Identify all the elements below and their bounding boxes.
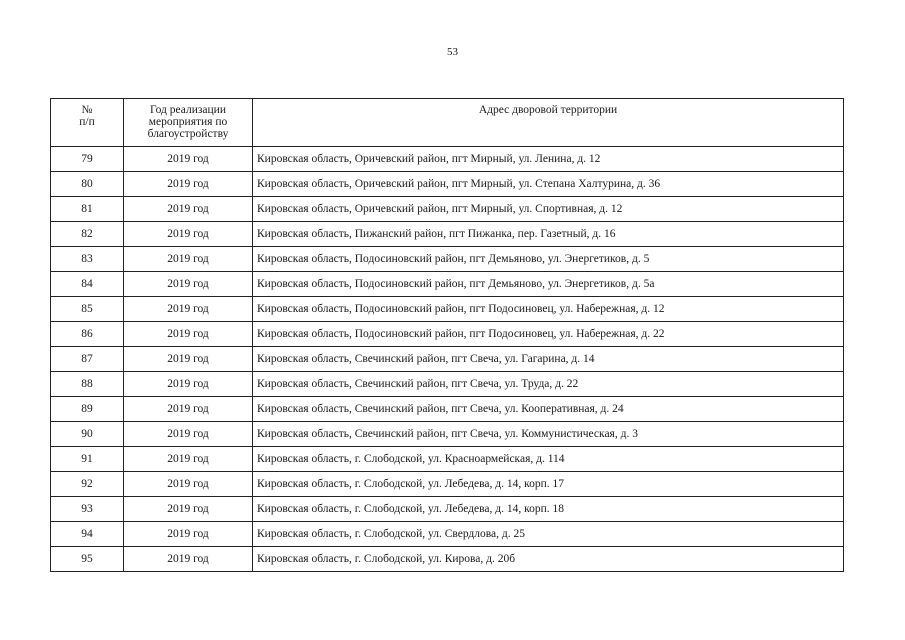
cell-num: 85 [51,297,124,322]
cell-address: Кировская область, г. Слободской, ул. Лебедева, д. 14, корп. 17 [253,472,844,497]
table-row [51,247,844,272]
header-num: № п/п [51,99,124,147]
cell-year: 2019 год [124,147,253,172]
cell-num: 84 [51,272,124,297]
table-row [51,522,844,547]
table-row [51,147,844,172]
cell-year: 2019 год [124,522,253,547]
cell-num: 86 [51,322,124,347]
cell-address: Кировская область, Подосиновский район, пгт Демьяново, ул. Энергетиков, д. 5а [253,272,844,297]
cell-num: 81 [51,197,124,222]
table-row [51,472,844,497]
cell-year: 2019 год [124,322,253,347]
cell-address: Кировская область, г. Слободской, ул. Кирова, д. 20б [253,547,844,572]
table-row [51,322,844,347]
page-number: 53 [447,46,458,58]
cell-year: 2019 год [124,272,253,297]
table-row [51,297,844,322]
cell-address: Кировская область, г. Слободской, ул. Красноармейская, д. 114 [253,447,844,472]
table-row [51,397,844,422]
cell-address: Кировская область, Свечинский район, пгт Свеча, ул. Кооперативная, д. 24 [253,397,844,422]
cell-address: Кировская область, Подосиновский район, пгт Демьяново, ул. Энергетиков, д. 5 [253,247,844,272]
header-row [51,99,844,147]
cell-num: 89 [51,397,124,422]
cell-address: Кировская область, Свечинский район, пгт Свеча, ул. Коммунистическая, д. 3 [253,422,844,447]
cell-num: 88 [51,372,124,397]
cell-address: Кировская область, Оричевский район, пгт Мирный, ул. Ленина, д. 12 [253,147,844,172]
table-row [51,347,844,372]
cell-num: 93 [51,497,124,522]
cell-address: Кировская область, Свечинский район, пгт Свеча, ул. Гагарина, д. 14 [253,347,844,372]
cell-address: Кировская область, Оричевский район, пгт Мирный, ул. Спортивная, д. 12 [253,197,844,222]
table-row [51,197,844,222]
table-row [51,422,844,447]
table-row [51,547,844,572]
cell-year: 2019 год [124,547,253,572]
cell-num: 83 [51,247,124,272]
table-body [51,147,844,572]
cell-year: 2019 год [124,472,253,497]
cell-year: 2019 год [124,372,253,397]
header-address: Адрес дворовой территории [253,99,844,147]
cell-address: Кировская область, Подосиновский район, пгт Подосиновец, ул. Набережная, д. 12 [253,297,844,322]
cell-num: 92 [51,472,124,497]
cell-num: 90 [51,422,124,447]
cell-year: 2019 год [124,422,253,447]
cell-year: 2019 год [124,197,253,222]
table-row [51,372,844,397]
cell-address: Кировская область, г. Слободской, ул. Лебедева, д. 14, корп. 18 [253,497,844,522]
cell-num: 79 [51,147,124,172]
table-row [51,272,844,297]
cell-address: Кировская область, Пижанский район, пгт Пижанка, пер. Газетный, д. 16 [253,222,844,247]
cell-num: 95 [51,547,124,572]
cell-address: Кировская область, Свечинский район, пгт Свеча, ул. Труда, д. 22 [253,372,844,397]
table-header [51,99,844,147]
cell-year: 2019 год [124,222,253,247]
cell-year: 2019 год [124,172,253,197]
cell-address: Кировская область, Оричевский район, пгт Мирный, ул. Степана Халтурина, д. 36 [253,172,844,197]
cell-num: 87 [51,347,124,372]
cell-address: Кировская область, г. Слободской, ул. Свердлова, д. 25 [253,522,844,547]
cell-year: 2019 год [124,397,253,422]
cell-num: 94 [51,522,124,547]
cell-num: 82 [51,222,124,247]
table-row [51,222,844,247]
table-row [51,172,844,197]
cell-address: Кировская область, Подосиновский район, пгт Подосиновец, ул. Набережная, д. 22 [253,322,844,347]
header-year: Год реализации мероприятия по благоустройству [124,99,253,147]
cell-year: 2019 год [124,347,253,372]
address-table [50,98,844,572]
cell-year: 2019 год [124,247,253,272]
cell-year: 2019 год [124,447,253,472]
cell-year: 2019 год [124,497,253,522]
cell-year: 2019 год [124,297,253,322]
cell-num: 80 [51,172,124,197]
table-row [51,497,844,522]
cell-num: 91 [51,447,124,472]
table-row [51,447,844,472]
